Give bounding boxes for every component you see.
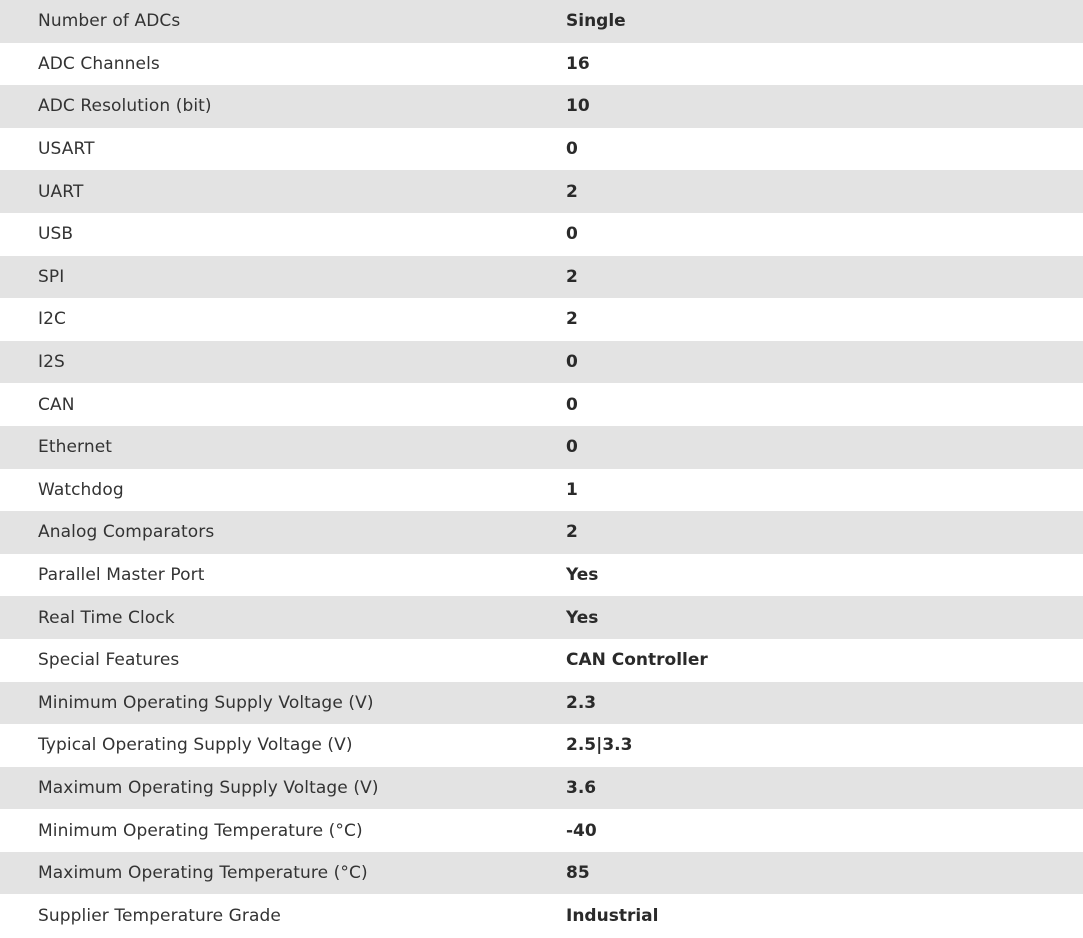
spec-label: Special Features	[0, 639, 566, 682]
spec-value: 2	[566, 511, 1083, 554]
spec-row-uart	[0, 170, 1083, 213]
spec-label: USART	[0, 128, 566, 171]
spec-label: Analog Comparators	[0, 511, 566, 554]
spec-label: Supplier Temperature Grade	[0, 894, 566, 937]
spec-row-can	[0, 383, 1083, 426]
spec-value: 2.3	[566, 682, 1083, 725]
spec-row-max-operating-temperature	[0, 852, 1083, 895]
spec-label: Number of ADCs	[0, 0, 566, 43]
spec-value: 1	[566, 469, 1083, 512]
spec-label: UART	[0, 170, 566, 213]
spec-label: Watchdog	[0, 469, 566, 512]
spec-row-spi	[0, 256, 1083, 299]
spec-row-max-supply-voltage	[0, 767, 1083, 810]
spec-label: SPI	[0, 256, 566, 299]
spec-row-typical-supply-voltage	[0, 724, 1083, 767]
spec-row-ethernet	[0, 426, 1083, 469]
spec-label: Minimum Operating Temperature (°C)	[0, 809, 566, 852]
spec-value: 16	[566, 43, 1083, 86]
spec-label: Maximum Operating Temperature (°C)	[0, 852, 566, 895]
spec-row-min-supply-voltage	[0, 682, 1083, 725]
spec-row-parallel-master-port	[0, 554, 1083, 597]
spec-value: Yes	[566, 596, 1083, 639]
spec-row-analog-comparators	[0, 511, 1083, 554]
spec-row-adc-resolution	[0, 85, 1083, 128]
spec-row-usb	[0, 213, 1083, 256]
spec-value: 2	[566, 170, 1083, 213]
spec-value: 2.5|3.3	[566, 724, 1083, 767]
spec-value: Single	[566, 0, 1083, 43]
spec-label: Typical Operating Supply Voltage (V)	[0, 724, 566, 767]
spec-value: 0	[566, 341, 1083, 384]
spec-label: Ethernet	[0, 426, 566, 469]
spec-label: Minimum Operating Supply Voltage (V)	[0, 682, 566, 725]
spec-value: 0	[566, 213, 1083, 256]
spec-value: -40	[566, 809, 1083, 852]
spec-value: Yes	[566, 554, 1083, 597]
spec-value: 0	[566, 426, 1083, 469]
spec-label: ADC Resolution (bit)	[0, 85, 566, 128]
spec-value: 85	[566, 852, 1083, 895]
spec-label: USB	[0, 213, 566, 256]
spec-row-usart	[0, 128, 1083, 171]
spec-label: I2C	[0, 298, 566, 341]
spec-label: I2S	[0, 341, 566, 384]
spec-row-i2c	[0, 298, 1083, 341]
spec-label: CAN	[0, 383, 566, 426]
spec-row-min-operating-temperature	[0, 809, 1083, 852]
spec-label: Maximum Operating Supply Voltage (V)	[0, 767, 566, 810]
spec-row-real-time-clock	[0, 596, 1083, 639]
spec-row-special-features	[0, 639, 1083, 682]
spec-value: Industrial	[566, 894, 1083, 937]
spec-value: 0	[566, 383, 1083, 426]
spec-row-i2s	[0, 341, 1083, 384]
spec-value: 2	[566, 298, 1083, 341]
spec-label: Real Time Clock	[0, 596, 566, 639]
spec-value: 2	[566, 256, 1083, 299]
spec-value: 0	[566, 128, 1083, 171]
spec-row-supplier-temperature-grade	[0, 894, 1083, 937]
spec-value: 10	[566, 85, 1083, 128]
spec-value: 3.6	[566, 767, 1083, 810]
spec-row-number-of-adcs	[0, 0, 1083, 43]
spec-row-adc-channels	[0, 43, 1083, 86]
spec-row-watchdog	[0, 469, 1083, 512]
spec-value: CAN Controller	[566, 639, 1083, 682]
spec-label: ADC Channels	[0, 43, 566, 86]
spec-label: Parallel Master Port	[0, 554, 566, 597]
